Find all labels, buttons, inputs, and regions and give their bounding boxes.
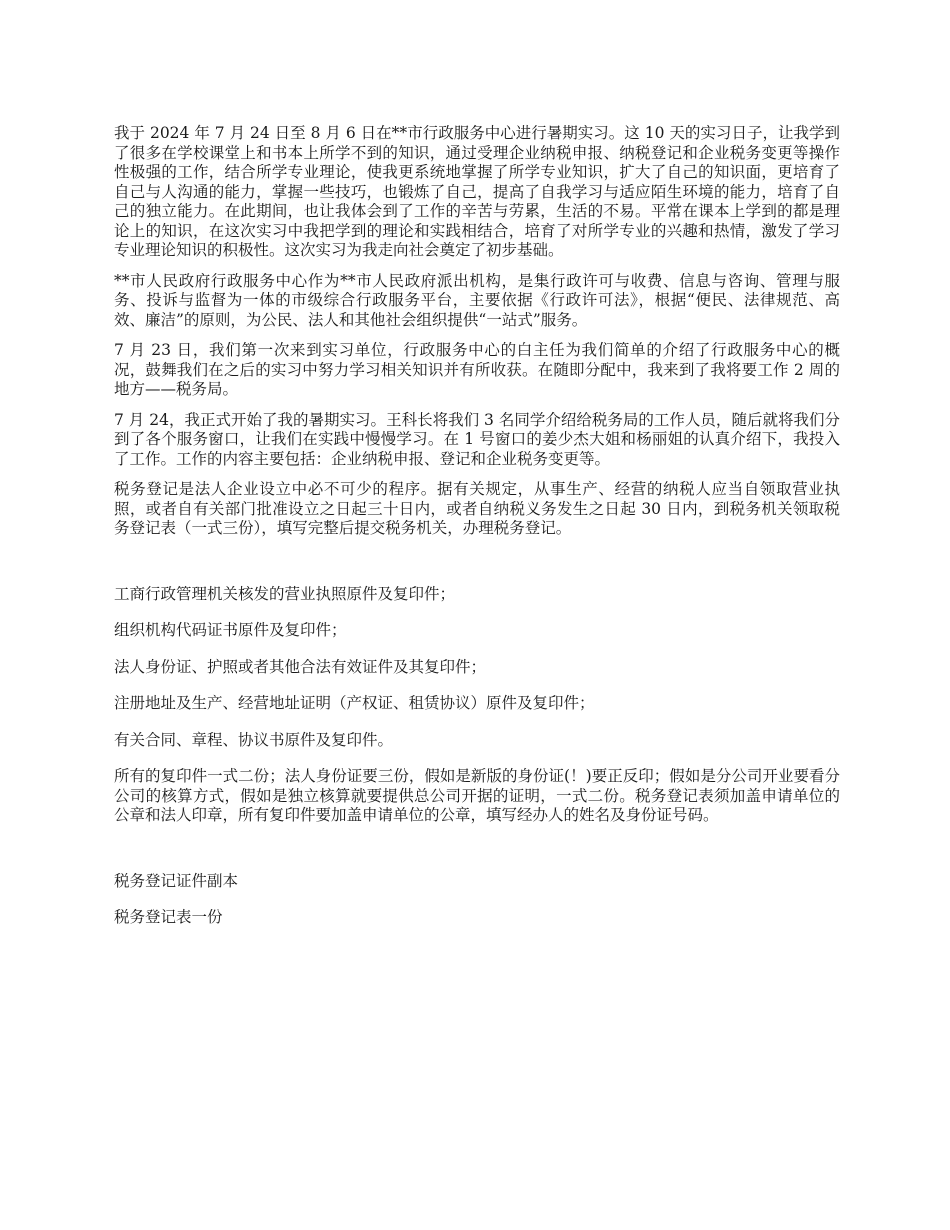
paragraph-first-day: 7 月 23 日，我们第一次来到实习单位，行政服务中心的白主任为我们简单的介绍了行政服务中心的概况，鼓舞我们在之后的实习中努力学习相关知识并有所收获。在随即分配中，我来到了我将要工作 2 周的地方——税务局。 — [114, 341, 840, 398]
paragraph-internship-intro: 我于 2024 年 7 月 24 日至 8 月 6 日在**市行政服务中心进行暑期实习。这 10 天的实习日子，让我学到了很多在学校课堂上和书本上所学不到的知识，通过受理企业纳税申报、纳税登记和企业税务变更等操作性极强的工作，结合所学专业理论，使我更系统地掌握了所学专业知识，扩大了自己的知识面，更培育了自己与人沟通的能力，掌握一些技巧，也锻炼了自己，提高了自我学习与适应陌生环境的能力，培育了自己的独立能力。在此期间，也让我体会到了工作的辛苦与劳累，生活的不易。平常在课本上学到的都是理论上的知识，在这次实习中我把学到的理论和实践相结合，培育了对所学专业的兴趣和热情，激发了学习专业理论知识的积极性。这次实习为我走向社会奠定了初步基础。 — [114, 124, 840, 259]
section-gap — [114, 837, 840, 872]
paragraph-copy-note: 所有的复印件一式二份；法人身份证要三份，假如是新版的身份证(！)要正反印；假如是分公司开业要看分公司的核算方式，假如是独立核算就要提供总公司开据的证明，一式二份。税务登记表须加盖申请单位的公章和法人印章，所有复印件要加盖申请单位的公章，填写经办人的姓名及身份证号码。 — [114, 767, 840, 824]
list-item: 工商行政管理机关核发的营业执照原件及复印件； — [114, 584, 456, 603]
list-item: 注册地址及生产、经营地址证明（产权证、租赁协议）原件及复印件； — [114, 694, 595, 712]
section-gap — [114, 550, 840, 585]
paragraph-start-work: 7 月 24，我正式开始了我的暑期实习。王科长将我们 3 名同学介绍给税务局的工作人员，随后就将我们分到了各个服务窗口，让我们在实践中慢慢学习。在 1 号窗口的姜少杰大姐和杨丽姐的认真介绍下，我投入了工作。工作的内容主要包括：企业纳税申报、登记和企业税务变更等。 — [114, 410, 840, 468]
list-item: 税务登记表一份 — [114, 908, 223, 926]
list-item: 法人身份证、护照或者其他合法有效证件及其复印件； — [114, 657, 487, 676]
list-item: 组织机构代码证书原件及复印件； — [114, 621, 347, 639]
list-item: 有关合同、章程、协议书原件及复印件。 — [114, 730, 394, 749]
paragraph-tax-registration: 税务登记是法人企业设立中必不可少的程序。据有关规定，从事生产、经营的纳税人应当自领取营业执照，或者自有关部门批准设立之日起三十日内，或者自纳税义务发生之日起 30 日内，到税务机关领取税务登记表（一式三份），填写完整后提交税务机关，办理税务登记。 — [114, 480, 840, 537]
paragraph-service-center: **市人民政府行政服务中心作为**市人民政府派出机构，是集行政许可与收费、信息与咨询、管理与服务、投诉与监督为一体的市级综合行政服务平台，主要依据《行政许可法》，根据“便民、法律规范、高效、廉洁”的原则，为公民、法人和其他社会组织提供“一站式”服务。 — [114, 271, 840, 329]
list-item: 税务登记证件副本 — [114, 871, 239, 890]
